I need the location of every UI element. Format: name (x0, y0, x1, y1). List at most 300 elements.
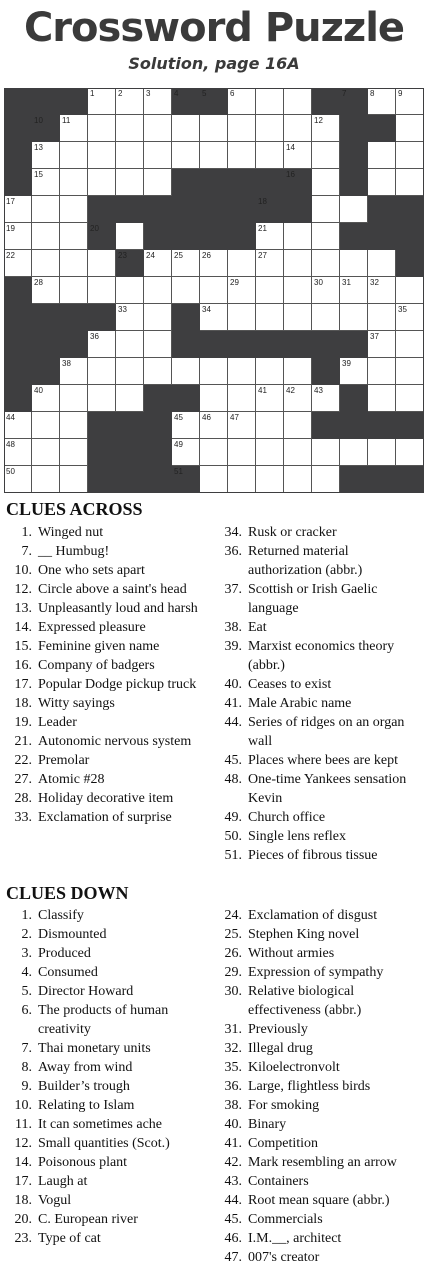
grid-cell[interactable] (228, 358, 256, 385)
grid-cell[interactable] (32, 250, 60, 277)
clue-text: Exclamation of surprise (38, 810, 172, 825)
clue-item (4, 770, 216, 789)
clue-number: 40. (224, 677, 242, 692)
clue-item (4, 637, 216, 656)
clue-number: 21 (258, 224, 267, 233)
grid-cell[interactable] (256, 466, 284, 493)
grid-cell[interactable] (116, 169, 144, 196)
clue-number: 14 (286, 143, 295, 152)
clue-number: 28. (14, 791, 32, 806)
grid-cell[interactable] (312, 250, 340, 277)
grid-cell[interactable] (284, 358, 312, 385)
clue-number: 20 (90, 224, 99, 233)
grid-cell[interactable] (228, 88, 256, 115)
clue-item (214, 713, 426, 751)
grid-cell[interactable] (32, 223, 60, 250)
grid-cell[interactable] (172, 358, 200, 385)
grid-cell[interactable] (228, 412, 256, 439)
grid-cell[interactable] (172, 439, 200, 466)
clue-number: 11. (15, 1117, 32, 1132)
grid-cell[interactable] (284, 412, 312, 439)
clue-number: 1 (90, 89, 95, 98)
clue-item (4, 694, 216, 713)
clue-number: 21. (14, 734, 32, 749)
grid-cell[interactable] (340, 304, 368, 331)
clue-text: Holiday decorative item (38, 791, 174, 806)
clue-number: 13. (14, 601, 32, 616)
clue-number: 18. (14, 1193, 32, 1208)
clue-text: Thai monetary units (38, 1041, 151, 1056)
grid-cell[interactable] (172, 142, 200, 169)
grid-cell[interactable] (396, 331, 424, 358)
clue-item (4, 1039, 216, 1058)
clue-text: Atomic #28 (38, 772, 105, 787)
grid-block-cell (228, 169, 256, 196)
clue-item (4, 618, 216, 637)
clue-number: 3. (21, 946, 32, 961)
grid-cell[interactable] (116, 142, 144, 169)
grid-cell[interactable] (284, 277, 312, 304)
grid-cell[interactable] (60, 196, 88, 223)
grid-block-cell (340, 385, 368, 412)
clue-number: 14. (14, 1155, 32, 1170)
grid-block-cell (88, 304, 116, 331)
grid-cell[interactable] (396, 385, 424, 412)
grid-cell[interactable] (200, 412, 228, 439)
clue-item (4, 1096, 216, 1115)
clue-number: 29. (224, 965, 242, 980)
grid-cell[interactable] (368, 439, 396, 466)
clue-number: 43 (314, 386, 323, 395)
grid-cell[interactable] (256, 142, 284, 169)
clue-item (214, 580, 426, 618)
grid-block-cell (32, 88, 60, 115)
grid-cell[interactable] (256, 304, 284, 331)
grid-block-cell (312, 412, 340, 439)
clue-item (4, 944, 216, 963)
clue-item (4, 599, 216, 618)
grid-cell[interactable] (396, 304, 424, 331)
clue-number: 41 (258, 386, 267, 395)
clue-item (4, 675, 216, 694)
grid-cell[interactable] (60, 223, 88, 250)
clue-number: 22 (6, 251, 15, 260)
grid-cell[interactable] (396, 439, 424, 466)
grid-cell[interactable] (312, 277, 340, 304)
grid-cell[interactable] (116, 223, 144, 250)
grid-block-cell (88, 412, 116, 439)
clue-item (214, 1191, 426, 1210)
grid-cell[interactable] (116, 385, 144, 412)
clue-number: 31 (342, 278, 351, 287)
clue-item (214, 1210, 426, 1229)
grid-block-cell (340, 466, 368, 493)
grid-cell[interactable] (256, 439, 284, 466)
clue-text: Stephen King novel (248, 927, 360, 942)
grid-block-cell (116, 412, 144, 439)
clue-text: Produced (38, 946, 91, 961)
grid-cell[interactable] (368, 331, 396, 358)
clue-item (4, 1172, 216, 1191)
clue-item (4, 751, 216, 770)
clue-number: 46 (202, 413, 211, 422)
grid-block-cell (172, 304, 200, 331)
clue-number: 1. (21, 908, 32, 923)
grid-cell[interactable] (312, 385, 340, 412)
clues-across-left-column (4, 523, 216, 827)
grid-cell[interactable] (200, 277, 228, 304)
grid-cell[interactable] (116, 88, 144, 115)
clue-text: Binary (248, 1117, 287, 1132)
grid-cell[interactable] (396, 358, 424, 385)
clue-text: One who sets apart (38, 563, 145, 578)
clue-number: 34 (202, 305, 211, 314)
grid-cell[interactable] (228, 439, 256, 466)
grid-cell[interactable] (340, 439, 368, 466)
grid-cell[interactable] (144, 115, 172, 142)
clue-number: 36. (224, 1079, 242, 1094)
grid-cell[interactable] (312, 223, 340, 250)
grid-cell[interactable] (284, 142, 312, 169)
clue-number: 4. (21, 965, 32, 980)
grid-cell[interactable] (88, 358, 116, 385)
clue-text: Marxist economics theory (abbr.) (248, 639, 395, 673)
clue-item (214, 808, 426, 827)
grid-cell[interactable] (284, 115, 312, 142)
clue-number: 37. (224, 582, 242, 597)
clue-number: 16 (286, 170, 295, 179)
clue-item (214, 1115, 426, 1134)
grid-cell[interactable] (368, 142, 396, 169)
grid-cell[interactable] (60, 169, 88, 196)
grid-cell[interactable] (32, 466, 60, 493)
grid-cell[interactable] (144, 250, 172, 277)
clue-item (214, 542, 426, 580)
grid-cell[interactable] (340, 277, 368, 304)
clue-item (4, 1058, 216, 1077)
grid-cell[interactable] (256, 277, 284, 304)
clue-item (4, 963, 216, 982)
grid-block-cell (144, 412, 172, 439)
grid-cell[interactable] (228, 304, 256, 331)
clue-number: 42. (224, 1155, 242, 1170)
clue-number: 44 (6, 413, 15, 422)
grid-cell[interactable] (368, 250, 396, 277)
clue-number: 8 (370, 89, 375, 98)
grid-cell[interactable] (368, 358, 396, 385)
grid-cell[interactable] (256, 250, 284, 277)
grid-cell[interactable] (60, 277, 88, 304)
clue-text: One-time Yankees sensation Kevin (248, 772, 407, 806)
clue-text: Unpleasantly loud and harsh (38, 601, 198, 616)
grid-cell[interactable] (312, 169, 340, 196)
grid-block-cell (32, 331, 60, 358)
grid-cell[interactable] (88, 115, 116, 142)
grid-cell[interactable] (60, 466, 88, 493)
clue-number: 5 (202, 89, 207, 98)
grid-cell[interactable] (116, 304, 144, 331)
clue-text: Large, flightless birds (248, 1079, 371, 1094)
grid-cell[interactable] (368, 385, 396, 412)
clue-item (214, 846, 426, 865)
clue-item (214, 1248, 426, 1267)
grid-cell[interactable] (200, 385, 228, 412)
grid-cell[interactable] (172, 250, 200, 277)
clue-number: 11 (62, 116, 71, 125)
grid-cell[interactable] (144, 304, 172, 331)
grid-cell[interactable] (4, 196, 32, 223)
grid-cell[interactable] (200, 250, 228, 277)
grid-cell[interactable] (60, 439, 88, 466)
clue-number: 16. (14, 658, 32, 673)
clue-number: 15. (14, 639, 32, 654)
grid-cell[interactable] (396, 277, 424, 304)
grid-cell[interactable] (200, 142, 228, 169)
grid-block-cell (256, 169, 284, 196)
grid-cell[interactable] (200, 466, 228, 493)
grid-cell[interactable] (256, 88, 284, 115)
clue-number: 10 (34, 116, 43, 125)
clue-item (214, 1020, 426, 1039)
grid-cell[interactable] (144, 331, 172, 358)
grid-cell[interactable] (4, 439, 32, 466)
grid-cell[interactable] (368, 277, 396, 304)
grid-cell[interactable] (312, 115, 340, 142)
grid-block-cell (200, 196, 228, 223)
clue-number: 44. (224, 1193, 242, 1208)
grid-cell[interactable] (312, 304, 340, 331)
clue-text: Expression of sympathy (248, 965, 384, 980)
clues-down-right-column (214, 906, 426, 1267)
grid-cell[interactable] (284, 439, 312, 466)
grid-cell[interactable] (116, 277, 144, 304)
clue-number: 18 (258, 197, 267, 206)
grid-cell[interactable] (340, 196, 368, 223)
grid-cell[interactable] (284, 385, 312, 412)
grid-block-cell (88, 466, 116, 493)
grid-cell[interactable] (144, 277, 172, 304)
grid-cell[interactable] (32, 385, 60, 412)
grid-cell[interactable] (116, 331, 144, 358)
grid-block-cell (340, 169, 368, 196)
clue-text: Mark resembling an arrow (248, 1155, 397, 1170)
grid-block-cell (88, 223, 116, 250)
clue-item (214, 751, 426, 770)
grid-block-cell (172, 223, 200, 250)
clue-number: 38. (224, 1098, 242, 1113)
grid-cell[interactable] (88, 277, 116, 304)
grid-cell[interactable] (60, 358, 88, 385)
grid-block-cell (284, 196, 312, 223)
grid-cell[interactable] (144, 142, 172, 169)
clue-number: 40. (224, 1117, 242, 1132)
grid-cell[interactable] (144, 358, 172, 385)
clue-item (214, 1039, 426, 1058)
grid-cell[interactable] (88, 385, 116, 412)
clue-number: 17 (6, 197, 15, 206)
clue-item (214, 963, 426, 982)
grid-cell[interactable] (368, 304, 396, 331)
grid-cell[interactable] (396, 142, 424, 169)
grid-cell[interactable] (228, 142, 256, 169)
clue-number: 7 (342, 89, 347, 98)
grid-block-cell (228, 196, 256, 223)
grid-cell[interactable] (88, 169, 116, 196)
grid-cell[interactable] (228, 250, 256, 277)
grid-cell[interactable] (256, 412, 284, 439)
clue-text: Kiloelectronvolt (248, 1060, 340, 1075)
grid-block-cell (116, 439, 144, 466)
grid-cell[interactable] (60, 115, 88, 142)
grid-cell[interactable] (256, 385, 284, 412)
grid-cell[interactable] (312, 196, 340, 223)
clue-number: 32 (370, 278, 379, 287)
grid-block-cell (4, 115, 32, 142)
grid-cell[interactable] (144, 169, 172, 196)
grid-cell[interactable] (396, 169, 424, 196)
clue-number: 19 (6, 224, 15, 233)
grid-cell[interactable] (88, 142, 116, 169)
grid-cell[interactable] (32, 439, 60, 466)
grid-cell[interactable] (284, 88, 312, 115)
grid-block-cell (4, 277, 32, 304)
grid-block-cell (116, 196, 144, 223)
grid-block-cell (144, 196, 172, 223)
clue-number: 15 (34, 170, 43, 179)
grid-cell[interactable] (340, 358, 368, 385)
grid-cell[interactable] (32, 142, 60, 169)
grid-cell[interactable] (200, 115, 228, 142)
clue-text: Type of cat (38, 1231, 101, 1246)
grid-cell[interactable] (116, 115, 144, 142)
clue-number: 44. (224, 715, 242, 730)
grid-cell[interactable] (228, 466, 256, 493)
grid-block-cell (340, 223, 368, 250)
clue-number: 33. (14, 810, 32, 825)
grid-block-cell (60, 304, 88, 331)
grid-cell[interactable] (88, 331, 116, 358)
clue-item (214, 523, 426, 542)
clue-text: Builder’s trough (38, 1079, 130, 1094)
clue-number: 23 (118, 251, 127, 260)
grid-cell[interactable] (256, 223, 284, 250)
grid-cell[interactable] (60, 385, 88, 412)
clue-item (214, 925, 426, 944)
grid-cell[interactable] (32, 196, 60, 223)
grid-cell[interactable] (256, 115, 284, 142)
clue-item (4, 1191, 216, 1210)
clue-text: Laugh at (38, 1174, 88, 1189)
grid-cell[interactable] (172, 115, 200, 142)
grid-block-cell (144, 439, 172, 466)
clue-number: 17. (14, 1174, 32, 1189)
grid-cell[interactable] (312, 439, 340, 466)
grid-cell[interactable] (4, 466, 32, 493)
clue-text: Places where bees are kept (248, 753, 399, 768)
grid-cell[interactable] (32, 412, 60, 439)
grid-cell[interactable] (228, 115, 256, 142)
clue-number: 39 (342, 359, 351, 368)
clue-text: Poisonous plant (38, 1155, 128, 1170)
clue-item (4, 789, 216, 808)
grid-cell[interactable] (116, 358, 144, 385)
clue-number: 10. (14, 1098, 32, 1113)
clue-number: 32. (224, 1041, 242, 1056)
clue-text: Expressed pleasure (38, 620, 146, 635)
solution-reference: Solution, page 16A (128, 54, 300, 73)
grid-cell[interactable] (284, 250, 312, 277)
grid-cell[interactable] (60, 412, 88, 439)
grid-block-cell (4, 142, 32, 169)
grid-cell[interactable] (32, 277, 60, 304)
grid-cell[interactable] (284, 304, 312, 331)
grid-cell[interactable] (88, 88, 116, 115)
clue-number: 38. (224, 620, 242, 635)
grid-block-cell (340, 88, 368, 115)
grid-cell[interactable] (200, 439, 228, 466)
grid-cell[interactable] (228, 385, 256, 412)
clue-number: 26. (224, 946, 242, 961)
grid-cell[interactable] (4, 412, 32, 439)
clue-text: Commercials (248, 1212, 323, 1227)
clue-text: The products of human creativity (38, 1003, 169, 1037)
clue-text: Company of badgers (38, 658, 155, 673)
clue-text: Classify (38, 908, 84, 923)
clue-number: 14. (14, 620, 32, 635)
grid-cell[interactable] (256, 358, 284, 385)
grid-cell[interactable] (312, 142, 340, 169)
clue-text: Autonomic nervous system (38, 734, 192, 749)
grid-block-cell (256, 331, 284, 358)
grid-cell[interactable] (60, 142, 88, 169)
clue-number: 50 (6, 467, 15, 476)
grid-cell[interactable] (368, 169, 396, 196)
grid-cell[interactable] (60, 250, 88, 277)
clue-number: 48. (224, 772, 242, 787)
grid-cell[interactable] (284, 223, 312, 250)
clue-text: Previously (248, 1022, 308, 1037)
clue-item (4, 906, 216, 925)
grid-cell[interactable] (32, 169, 60, 196)
clue-item (4, 561, 216, 580)
grid-cell[interactable] (200, 304, 228, 331)
clue-item (214, 1096, 426, 1115)
grid-cell[interactable] (368, 88, 396, 115)
grid-block-cell (396, 466, 424, 493)
clue-number: 25. (224, 927, 242, 942)
grid-cell[interactable] (144, 88, 172, 115)
grid-cell[interactable] (396, 88, 424, 115)
grid-cell[interactable] (284, 466, 312, 493)
grid-block-cell (32, 304, 60, 331)
grid-cell[interactable] (312, 466, 340, 493)
grid-cell[interactable] (4, 223, 32, 250)
grid-cell[interactable] (88, 250, 116, 277)
clue-number: 7. (21, 544, 32, 559)
clue-number: 42 (286, 386, 295, 395)
grid-cell[interactable] (200, 358, 228, 385)
grid-cell[interactable] (172, 412, 200, 439)
grid-cell[interactable] (228, 277, 256, 304)
grid-cell[interactable] (172, 277, 200, 304)
clue-text: Ceases to exist (248, 677, 332, 692)
grid-block-cell (88, 439, 116, 466)
grid-cell[interactable] (4, 250, 32, 277)
grid-block-cell (312, 88, 340, 115)
grid-cell[interactable] (340, 250, 368, 277)
clue-text: Premolar (38, 753, 90, 768)
grid-cell[interactable] (396, 115, 424, 142)
